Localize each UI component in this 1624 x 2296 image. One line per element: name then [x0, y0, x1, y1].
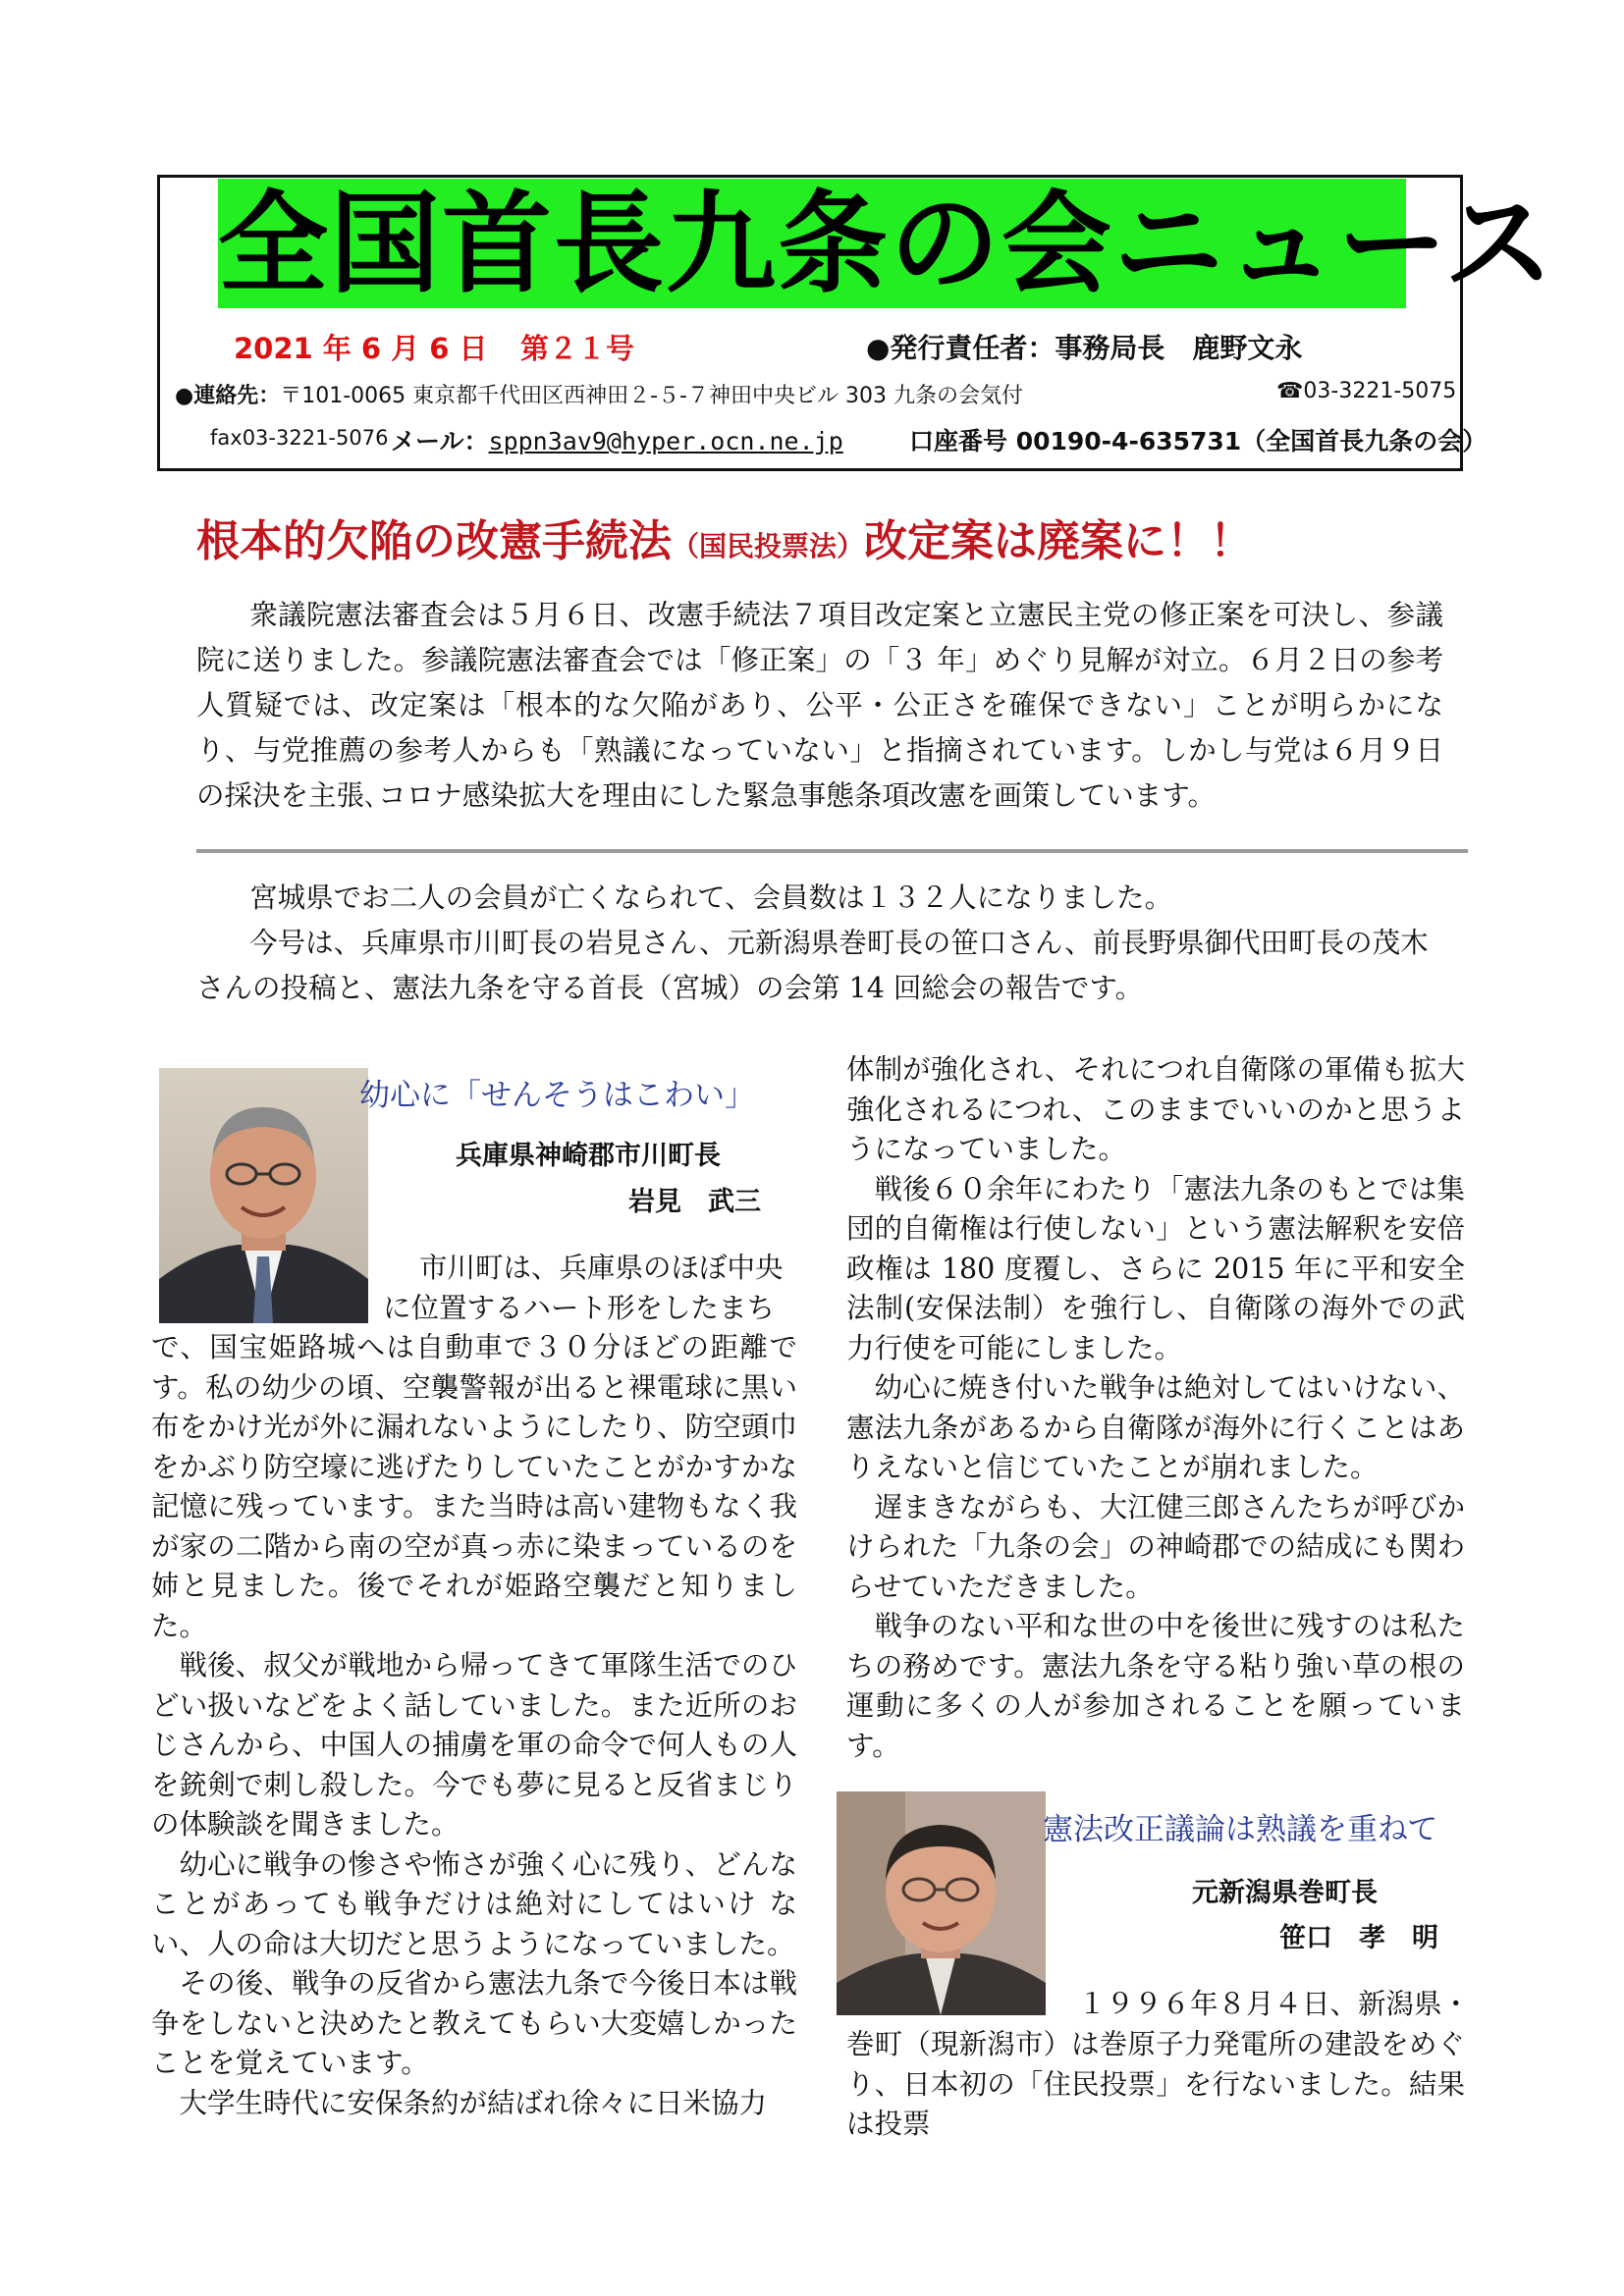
- author-photo-sasaguchi: [837, 1791, 1046, 2015]
- contact-label: ●連絡先：: [175, 384, 281, 408]
- article2-lead-line: １９９６年８月４日、新潟県・: [1078, 1988, 1471, 2020]
- article1-lead: [383, 1249, 785, 1328]
- headline-tail: 改定案は廃案に！！: [864, 516, 1254, 566]
- article1-lead-line-2: に位置するハート形をしたまち: [383, 1291, 776, 1324]
- article1-body-left: [151, 1328, 797, 2123]
- article2-author: 笹口 孝 明: [1279, 1923, 1438, 1953]
- article1-paragraph: 遅まきながらも、大江健三郎さんたちが呼びかけられた「九条の会」の神崎郡での結成にも関わらせていただきました。: [846, 1490, 1465, 1603]
- author-photo-iwami: [159, 1068, 368, 1323]
- article1-paragraph: 戦後、叔父が戦地から帰ってきて軍隊生活でのひどい扱いなどをよく話していました。また近所のおじさんから、中国人の捕虜を軍の命令で何人もの人を銃剣で刺し殺した。今でも夢に見ると反省まじりの体験談を聞きました。: [151, 1649, 797, 1841]
- notice-block: [196, 876, 1443, 1011]
- newsletter-title: 全国首長九条の会ニュース: [218, 181, 1556, 308]
- article2-body: [846, 2025, 1465, 2145]
- notice-line-2: 今号は、兵庫県市川町長の岩見さん、元新潟県巻町長の笹口さん、前長野県御代田町長の茂木さんの投稿と、憲法九条を守る首長（宮城）の会第 14 回総会の報告です。: [196, 927, 1429, 1004]
- article2-title: 憲法改正議論は熟議を重ねて: [1043, 1812, 1438, 1847]
- article2-paragraph: 巻町（現新潟市）は巻原子力発電所の建設をめぐり、日本初の「住民投票」を行ないました。結果は投票: [846, 2028, 1465, 2140]
- article1-paragraph: その後、戦争の反省から憲法九条で今後日本は戦争をしないと決めたと教えてもらい大変嬉しかったことを覚えています。: [151, 1967, 797, 2079]
- fax-number: fax03-3221-5076: [210, 426, 389, 450]
- article1-title: 幼心に「せんそうはこわい」: [359, 1078, 755, 1113]
- article1-paragraph: 戦争のない平和な世の中を後世に残すのは私たちの務めです。憲法九条を守る粘り強い草の根の運動に多くの人が参加されることを願っています。: [846, 1610, 1465, 1762]
- article1-paragraph: で、国宝姫路城へは自動車で３０分ほどの距離です。私の幼少の頃、空襲警報が出ると裸電球に黒い布をかけ光が外に漏れないようにしたり、防空頭巾をかぶり防空壕に逃げたりしていたことがかすかな記憶に残っています。また当時は高い建物もなく我が家の二階から南の空が真っ赤に染まっているのを姉と見ました。後でそれが姫路空襲だと知りました。: [151, 1331, 797, 1642]
- contact-line: [175, 379, 1023, 409]
- mail-address-link[interactable]: sppn3av9@hyper.ocn.ne.jp: [488, 427, 843, 455]
- article1-affiliation: 兵庫県神崎郡市川町長: [456, 1141, 721, 1171]
- article1-body-right: [846, 1050, 1465, 1766]
- lead-text: 衆議院憲法審査会は５月６日、改憲手続法７項目改定案と立憲民主党の修正案を可決し、参議院に送りました。参議院憲法審査会では「修正案」の「３ 年」めぐり見解が対立。６月２日の参考人質疑では、改定案は「根本的な欠陥があり、公平・公正さを確保できない」ことが明らかになり、与党推薦の参考人からも「熟議になっていない」と指摘されています。しかし与党は６月９日の採決を主張､コロナ感染拡大を理由にした緊急事態条項改憲を画策しています。: [196, 599, 1443, 812]
- lead-paragraph: [196, 593, 1443, 819]
- contact-address: 〒101-0065 東京都千代田区西神田２-５-７神田中央ビル 303 九条の会気付: [280, 384, 1023, 408]
- headline-paren: （国民投票法）: [672, 530, 865, 562]
- headline-main: 根本的欠陥の改憲手続法: [196, 516, 672, 566]
- mail-line: [391, 422, 843, 457]
- article1-author: 岩見 武三: [628, 1187, 761, 1217]
- main-headline: [196, 512, 1253, 576]
- notice-line-1: 宮城県でお二人の会員が亡くなられて、会員数は１３２人になりました。: [249, 881, 1173, 914]
- bank-account: 口座番号 00190-4-635731（全国首長九条の会）: [909, 427, 1488, 455]
- article1-paragraph: 戦後６０余年にわたり「憲法九条のもとでは集団的自衛権は行使しない」という憲法解釈を安倍政権は 180 度覆し、さらに 2015 年に平和安全法制(安保法制）を強行し、自衛隊の海外での武力行使を可能にしました。: [846, 1172, 1465, 1364]
- article2-affiliation: 元新潟県巻町長: [1192, 1878, 1378, 1908]
- article1-paragraph: 体制が強化され、それにつれ自衛隊の軍備も拡大強化されるにつれ、このままでいいのかと思うようになっていました。: [846, 1053, 1465, 1165]
- issue-number: 第２１号: [520, 332, 635, 365]
- article2-lead: [1078, 1985, 1471, 2025]
- mail-label: メール：: [391, 427, 489, 455]
- phone-number: ☎03-3221-5075: [1276, 379, 1457, 403]
- article1-paragraph: 幼心に戦争の惨さや怖さが強く心に残り、どんなことがあっても戦争だけは絶対にしてはいけ ない、人の命は大切だと思うようになっていました。: [151, 1847, 797, 1960]
- publisher: ●発行責任者：事務局長 鹿野文永: [866, 332, 1303, 364]
- article1-paragraph: 大学生時代に安保条約が結ばれ徐々に日米協力: [179, 2086, 768, 2119]
- section-divider: [196, 849, 1468, 853]
- article1-paragraph: 幼心に焼き付いた戦争は絶対してはいけない、憲法九条があるから自衛隊が海外に行くことはありえないと信じていたことが崩れました。: [846, 1371, 1465, 1483]
- issue-date: 2021 年 6 月 6 日: [234, 332, 488, 365]
- article1-lead-line-1: 市川町は、兵庫県のほぼ中央: [419, 1252, 784, 1284]
